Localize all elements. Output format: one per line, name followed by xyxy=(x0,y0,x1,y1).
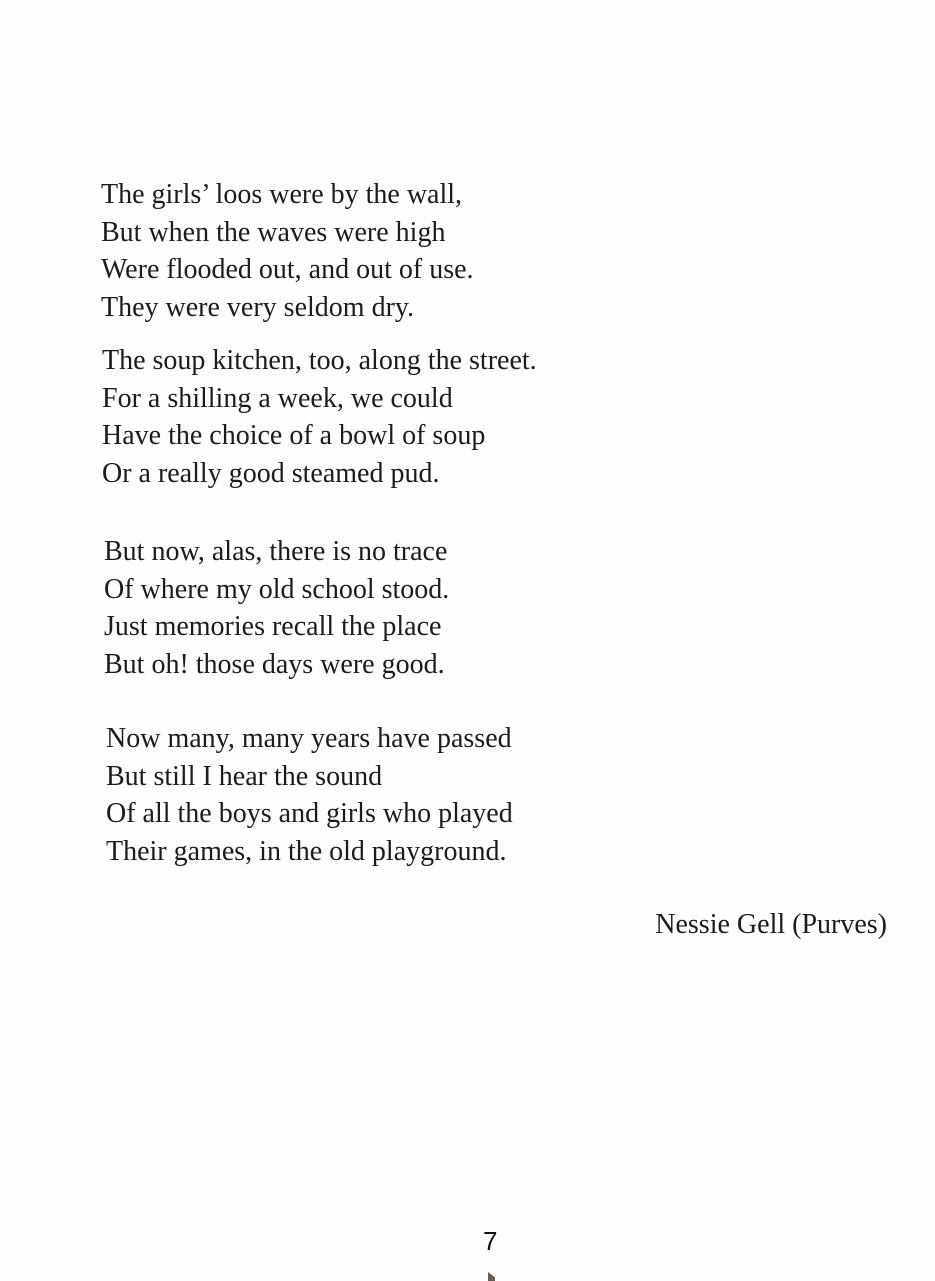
poem-line: But now, alas, there is no trace xyxy=(104,536,448,567)
poem-stanza xyxy=(102,342,537,492)
poem-author: Nessie Gell (Purves) xyxy=(655,909,887,940)
poem-line: Were flooded out, and out of use. xyxy=(101,254,474,285)
poem-line: Just memories recall the place xyxy=(104,611,442,642)
poem-line: For a shilling a week, we could xyxy=(102,382,453,414)
poem-stanza xyxy=(101,176,474,326)
poem-line: Their games, in the old playground. xyxy=(106,835,507,867)
poem-line: Have the choice of a bowl of soup xyxy=(102,420,486,451)
poem-stanza xyxy=(104,533,449,683)
poem-line: But still I hear the sound xyxy=(106,760,383,792)
poem-line: Now many, many years have passed xyxy=(106,723,512,754)
poem-line: Of all the boys and girls who played xyxy=(106,798,513,829)
poem-line: The soup kitchen, too, along the street. xyxy=(102,345,537,376)
poem-line: But oh! those days were good. xyxy=(104,648,445,680)
poem-line: Or a really good steamed pud. xyxy=(102,457,440,489)
poem-stanza xyxy=(106,720,513,870)
scan-mark xyxy=(488,1272,495,1281)
poem-line: The girls’ loos were by the wall, xyxy=(101,179,463,210)
page-number: 7 xyxy=(483,1226,498,1256)
poem-line: Of where my old school stood. xyxy=(104,573,450,605)
poem-line: They were very seldom dry. xyxy=(101,291,415,323)
poem-line: But when the waves were high xyxy=(101,216,446,248)
